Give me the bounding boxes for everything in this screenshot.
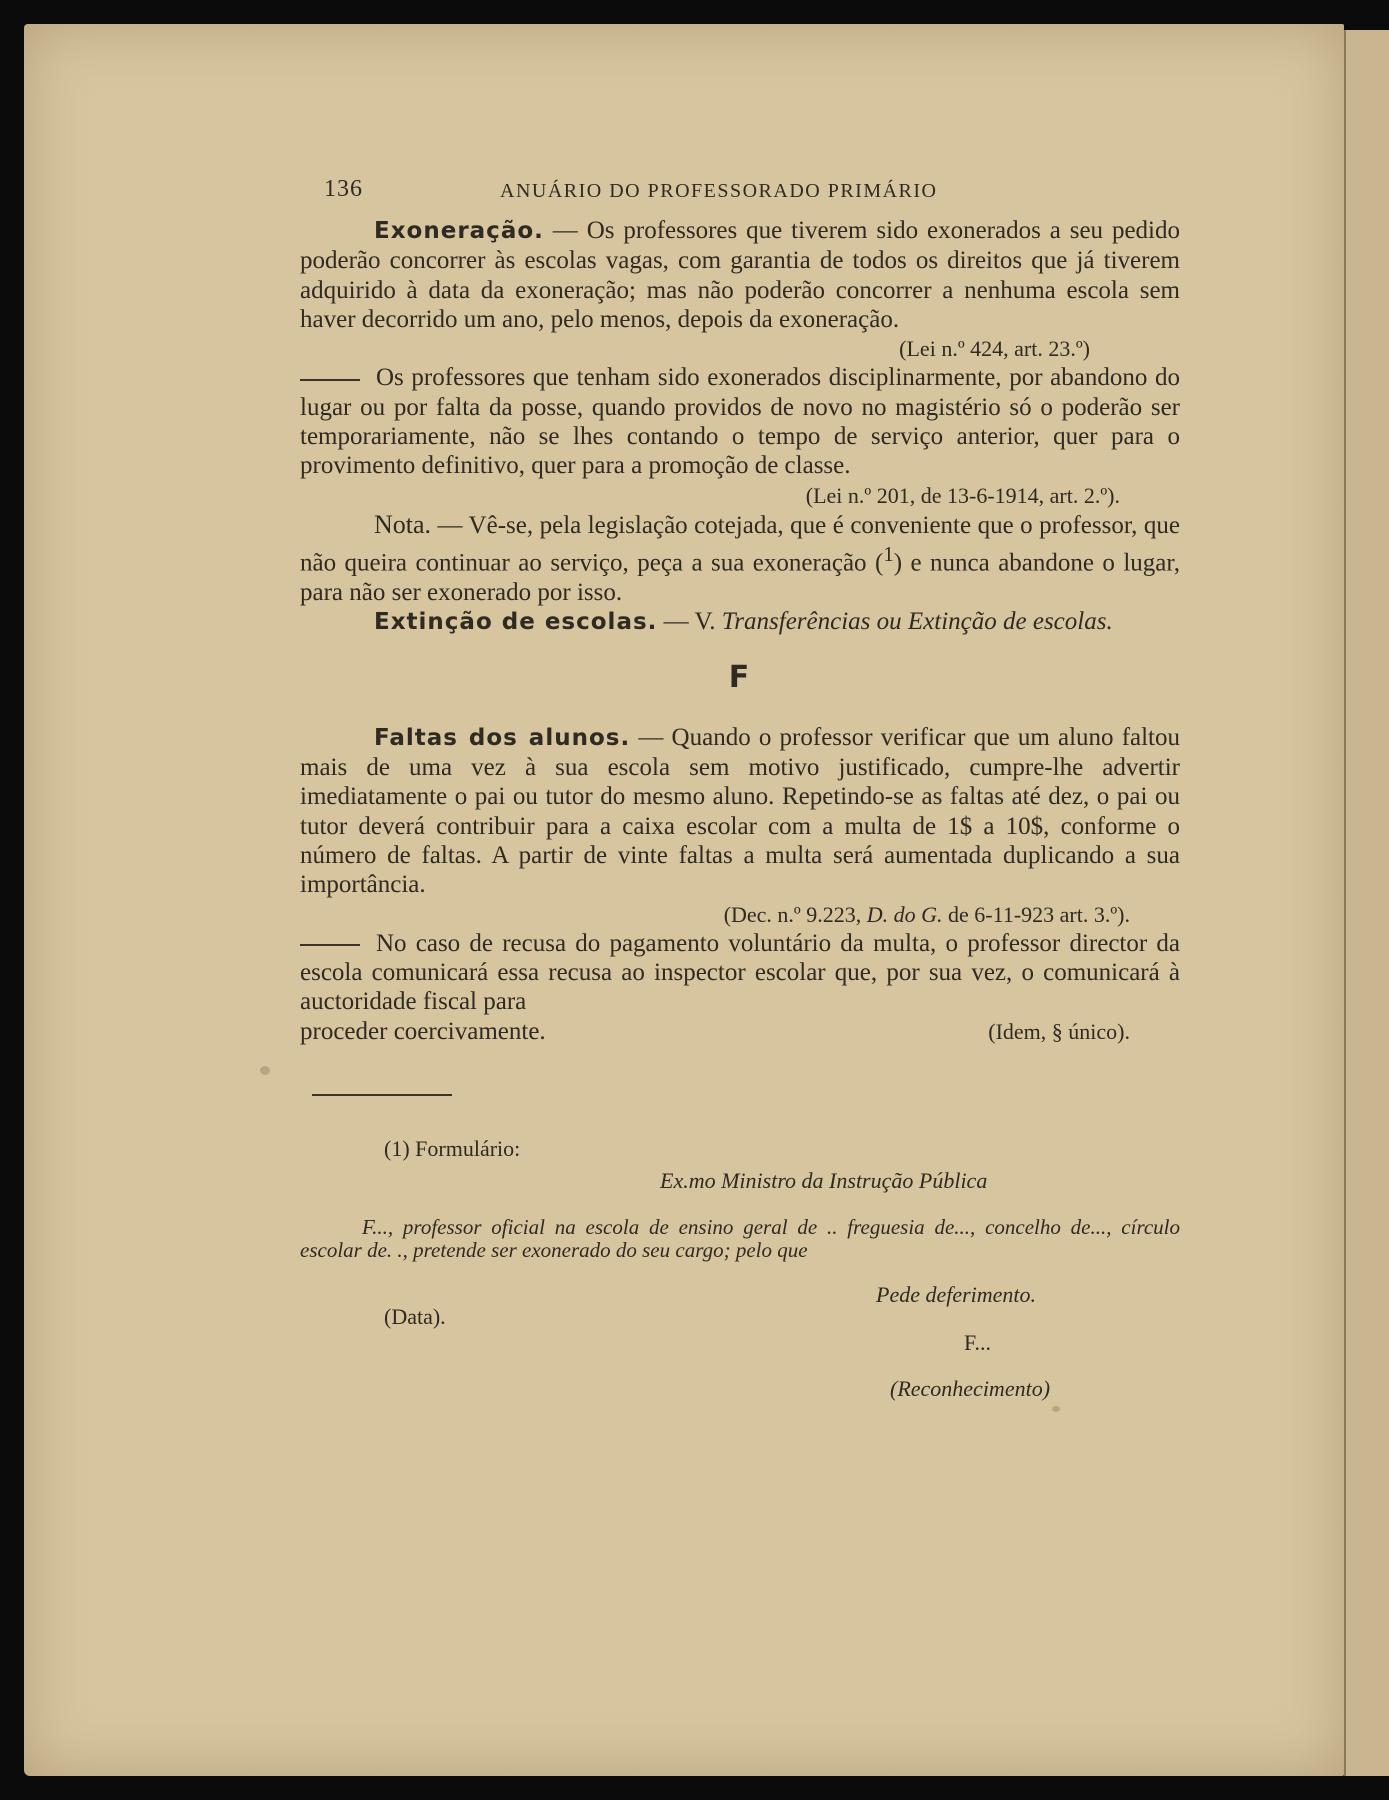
section-letter: F [728, 660, 752, 696]
paragraph-faltas [300, 723, 1180, 900]
citation-italic: D. do G. [866, 901, 943, 927]
footnote-addressee: Ex.mo Ministro da Instrução Pública [660, 1168, 988, 1194]
paragraph-text: — Vê-se, pela legislação cotejada, que é conveniente que o professor, que não queira continuar ao serviço, peça a sua exoneração ( [300, 511, 1180, 577]
paragraph-text: Os professores que tenham sido exonerados disciplinarmente, por abandono do lugar ou por falta da posse, quando providos de novo no magistério só o poderão ser temporariamente, não se lhes contando o tempo de serviço anterior, quer para o provimento definitivo, quer para a promoção de classe. [300, 364, 1180, 480]
citation: (Idem, § único). [988, 1018, 1130, 1044]
page-number: 136 [324, 176, 363, 202]
entry-heading: Faltas dos alunos. [374, 724, 631, 751]
citation [300, 900, 1180, 929]
footnote-signature-block [300, 1272, 1180, 1402]
paragraph-text: proceder coercivamente. [300, 1017, 546, 1045]
nota-label: Nota. [374, 509, 432, 539]
footnote-signature: F... [964, 1330, 991, 1356]
running-head [300, 152, 1180, 202]
footnote-body: F..., professor oficial na escola de ensino geral de .. freguesia de..., concelho de..., círculo escolar de. ., pretende ser exonerado do seu cargo; pelo que [300, 1215, 1180, 1263]
paragraph-exoneracao-2 [300, 363, 1180, 480]
entry-heading: Extinção de escolas. [374, 609, 658, 636]
stain [1052, 1406, 1060, 1412]
running-title: ANUÁRIO DO PROFESSORADO PRIMÁRIO [500, 180, 938, 202]
paragraph-text: — Os professores que tiverem sido exonerados a seu pedido poderão concorrer às escolas vagas, com garantia de todos os direitos que já tiverem adquirido à data da exoneração; mas não poderão concorrer a nenhuma escola sem haver decorrido um ano, pelo menos, depois da exoneração. [300, 217, 1180, 333]
paragraph-text: — Quando o professor verificar que um aluno faltou mais de uma vez à sua escola sem motivo justificado, cumpre-lhe advertir imediatamente o pai ou tutor do mesmo aluno. Repetindo-se as faltas até dez, o pai ou tutor deverá contribuir para a caixa escolar com a multa de 1$ a 10$, conforme o número de faltas. A partir de vinte faltas a multa será aumentada duplicando a sua importância. [300, 723, 1181, 899]
adjacent-page-edge [1344, 30, 1389, 1776]
stain [260, 1066, 270, 1075]
paragraph-text: — V. [657, 608, 722, 636]
footnote-recognition: (Reconhecimento) [890, 1376, 1051, 1402]
citation-part: (Dec. n.º 9.223, [723, 901, 867, 927]
paragraph-nota [300, 510, 1180, 607]
dash-rule [300, 944, 360, 946]
dash-rule [300, 379, 360, 381]
footnote-ref: 1 [883, 542, 894, 567]
paragraph-exoneracao [300, 216, 1180, 334]
footnote [300, 1136, 1180, 1402]
footnote-date: (Data). [384, 1304, 446, 1330]
footnote-label [300, 1136, 1180, 1162]
citation: (Lei n.º 201, de 13-6-1914, art. 2.º). [805, 482, 1120, 508]
footnote-label-text: Formulário: [409, 1136, 521, 1162]
paragraph-last-line [300, 1017, 1180, 1046]
citation-part: de 6-11-923 art. 3.º). [942, 901, 1130, 927]
footnote-rule [312, 1094, 452, 1096]
page-content [300, 152, 1180, 1402]
paragraph-text: ) e nunca abandone o lugar, para não ser exonerado por isso. [300, 549, 1180, 606]
paragraph-text: No caso de recusa do pagamento voluntário da multa, o professor director da escola comunicará essa recusa ao inspector escolar que, por sua vez, o comunicará à auctoridade fiscal para [300, 929, 1180, 1016]
paragraph-faltas-2 [300, 929, 1180, 1017]
cross-reference: Transferências ou Extinção de escolas. [721, 608, 1113, 636]
citation: (Lei n.º 424, art. 23.º) [899, 336, 1090, 362]
document-page [24, 24, 1344, 1776]
paragraph-extincao [300, 607, 1180, 637]
entry-heading: Exoneração. [374, 218, 544, 244]
footnote-marker: (1) [384, 1136, 410, 1162]
footnote-pede: Pede deferimento. [876, 1282, 1037, 1308]
main-text [300, 216, 1180, 1046]
